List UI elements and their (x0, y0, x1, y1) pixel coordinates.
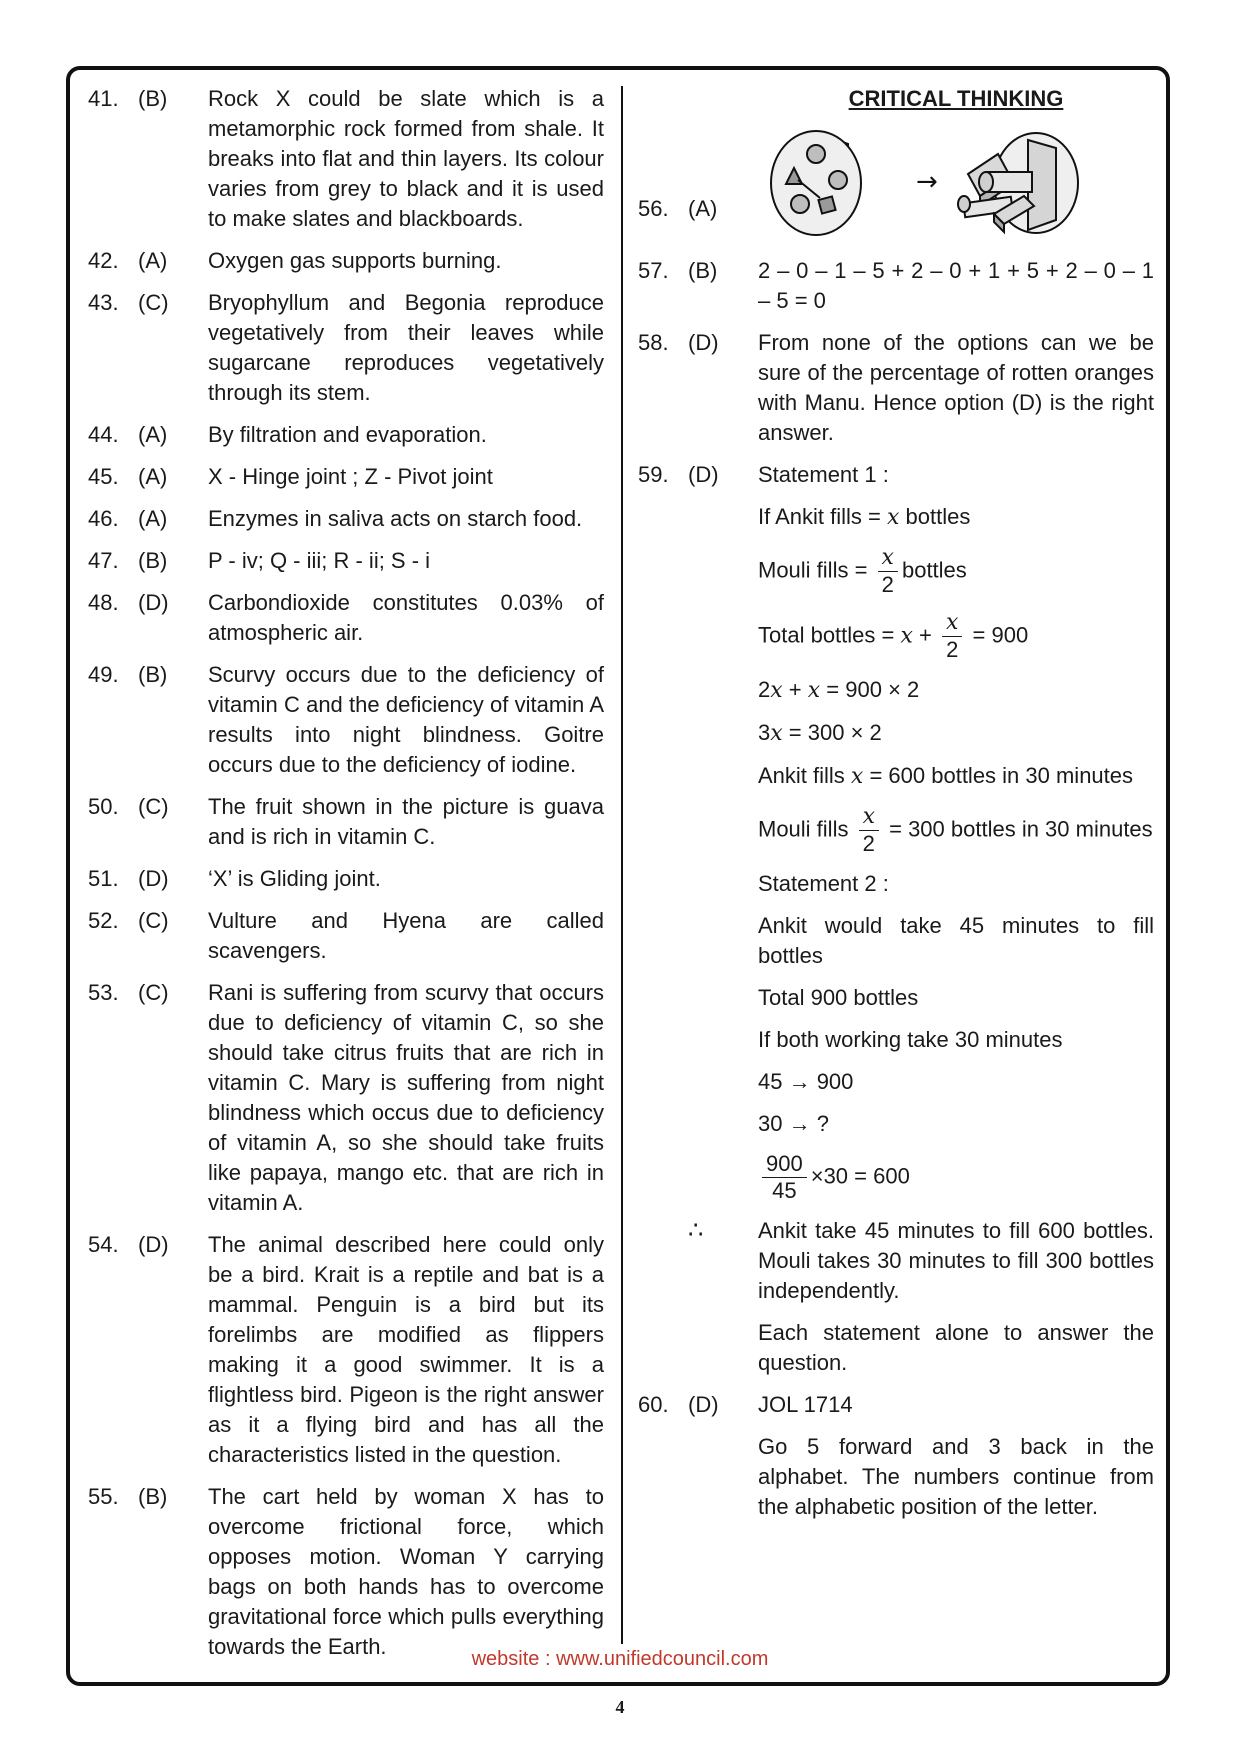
answer-44 (88, 420, 604, 450)
website-footer: website : www.unifiedcouncil.com (471, 1648, 769, 1670)
calc-line: If Ankit fills = x bottles (758, 504, 971, 530)
calc-line: $\frac{900}{45}$ ×30 = 600 (758, 1151, 1154, 1204)
q-number: 52. (88, 908, 119, 933)
answer-51 (88, 864, 604, 894)
calc-line: Ankit fills x = 600 bottles in 30 minutes (758, 763, 1134, 789)
q-explanation: The cart held by woman X has to overcome frictional force, which opposes motion. Woman Y carrying bags on both hands has to overcome gravitational force which pulls everything towards the Earth. (208, 1484, 604, 1659)
q-number: 60. (638, 1392, 669, 1417)
q-option: (B) (138, 86, 168, 111)
q-number: 48. (88, 590, 119, 615)
answer-45 (88, 462, 604, 492)
answer-54 (88, 1230, 604, 1470)
answer-41 (88, 84, 604, 234)
q-explanation (758, 1390, 1154, 1522)
calc-line: Ankit would take 45 minutes to fill bottles (758, 913, 1154, 968)
q-number: 44. (88, 422, 119, 447)
answer-55 (88, 1482, 604, 1662)
q-explanation: 2 – 0 – 1 – 5 + 2 – 0 + 1 + 5 + 2 – 0 – 1 – 5 = 0 (758, 258, 1154, 313)
q-number: 47. (88, 548, 119, 573)
q-number: 55. (88, 1484, 119, 1509)
solid-cylinder-illustration (771, 131, 861, 235)
q-number: 58. (638, 330, 669, 355)
q-explanation: Rani is suffering from scurvy that occurs due to deficiency of vitamin C, so she should take citrus fruits that are rich in vitamin C. Mary is suffering from night blindness which occus due to deficiency of vitamin A, so she should take fruits like papaya, mango etc. that are rich in vitamin A. (208, 980, 604, 1215)
q-explanation: P - iv; Q - iii; R - ii; S - i (208, 548, 431, 573)
q-option: (B) (138, 662, 168, 687)
code-answer: JOL 1714 (758, 1392, 853, 1417)
calc-line: 3x = 300 × 2 (758, 720, 882, 746)
calc-line: 45 → 900 (758, 1069, 854, 1094)
column-divider (621, 86, 623, 1644)
answer-47 (88, 546, 604, 576)
answer-48 (88, 588, 604, 648)
q-option: (A) (688, 196, 718, 221)
q-explanation: Scurvy occurs due to the deficiency of vitamin C and the deficiency of vitamin A results into night blindness. Goitre occurs due to the deficiency of iodine. (208, 662, 604, 777)
q-number: 42. (88, 248, 119, 273)
q-option: (D) (688, 1392, 719, 1417)
explanation-text: Go 5 forward and 3 back in the alphabet. The numbers continue from the alphabetic position of the letter. (758, 1434, 1154, 1519)
answer-42 (88, 246, 604, 276)
q-option: (C) (138, 908, 169, 933)
q-explanation: Enzymes in saliva acts on starch food. (208, 506, 583, 531)
answer-43 (88, 288, 604, 408)
q-option: (D) (688, 462, 719, 487)
calc-line: If both working take 30 minutes (758, 1027, 1063, 1052)
right-column (638, 84, 1154, 1534)
calc-line: 30 → ? (758, 1111, 829, 1136)
q-option: (D) (688, 330, 719, 355)
q-option: (C) (138, 794, 169, 819)
q-number: 41. (88, 86, 119, 111)
q-option: (A) (138, 248, 168, 273)
q-explanation: Carbondioxide constitutes 0.03% of atmospheric air. (208, 590, 604, 645)
q-option: (B) (138, 1484, 168, 1509)
calc-line: Total 900 bottles (758, 985, 919, 1010)
q-option: (D) (138, 866, 169, 891)
q-option: (D) (138, 590, 169, 615)
extruded-solid-illustration (958, 133, 1078, 233)
section-heading: CRITICAL THINKING (848, 86, 1064, 111)
q-number: 46. (88, 506, 119, 531)
answer-50 (88, 792, 604, 852)
answer-57 (638, 256, 1154, 316)
q-number: 54. (88, 1232, 119, 1257)
q-explanation: Bryophyllum and Begonia reproduce vegetatively from their leaves while sugarcane reproduces vegetatively through its stem. (208, 290, 604, 405)
calc-line: Mouli fills $\frac{x}{2}$ = 300 bottles in 30 minutes (758, 804, 1153, 856)
therefore-icon: ∴ (688, 1217, 704, 1244)
q-number: 57. (638, 258, 669, 283)
left-column (88, 84, 604, 1674)
answer-49 (88, 660, 604, 780)
q-number: 49. (88, 662, 119, 687)
q-explanation: Oxygen gas supports burning. (208, 248, 502, 273)
q-explanation: The animal described here could only be a bird. Krait is a reptile and bat is a mammal. Penguin is a bird but its forelimbs are modified as flippers making it a good swimmer. It is a flightless bird. Pigeon is the right answer as it a flying bird and has all the characteristics listed in the question. (208, 1232, 604, 1467)
q-explanation: The fruit shown in the picture is guava and is rich in vitamin C. (208, 794, 604, 849)
cylinder-figure (758, 124, 1098, 242)
answer-46 (88, 504, 604, 534)
answer-53 (88, 978, 604, 1218)
statement-1-label: Statement 1 : (758, 462, 889, 487)
q-option: (B) (688, 258, 718, 283)
q-explanation: Rock X could be slate which is a metamorphic rock formed from shale. It breaks into flat and thin layers. Its colour varies from grey to black and it is used to make slates and blackboards. (208, 86, 604, 231)
calc-line: Mouli fills = $\frac{x}{2}$ bottles (758, 545, 967, 597)
q-explanation (688, 460, 1154, 1378)
q-number: 56. (638, 196, 669, 221)
q-explanation: ‘X’ is Gliding joint. (208, 866, 381, 891)
q-option: (C) (138, 290, 169, 315)
q-number: 45. (88, 464, 119, 489)
q-option: (A) (138, 464, 168, 489)
calc-line: 2x + x = 900 × 2 (758, 677, 920, 703)
calc-line: Total bottles = x + $\frac{x}{2}$ = 900 (758, 610, 1029, 662)
q-number: 51. (88, 866, 119, 891)
answer-56 (638, 124, 1154, 242)
answer-52 (88, 906, 604, 966)
answer-59 (638, 460, 1154, 1378)
q-explanation: From none of the options can we be sure of the percentage of rotten oranges with Manu. Hence option (D) is the right answer. (758, 330, 1154, 445)
conclusion: ∴ Ankit take 45 minutes to fill 600 bottles. Mouli takes 30 minutes to fill 300 bottles independently. (688, 1217, 1154, 1303)
q-explanation: By filtration and evaporation. (208, 422, 487, 447)
conclusion: Each statement alone to answer the question. (758, 1320, 1154, 1375)
page-number: 4 (615, 1697, 625, 1717)
q-number: 59. (638, 462, 669, 487)
answer-60 (638, 1390, 1154, 1522)
answer-58 (638, 328, 1154, 448)
q-number: 53. (88, 980, 119, 1005)
q-option: (C) (138, 980, 169, 1005)
q-explanation: Vulture and Hyena are called scavengers. (208, 908, 604, 963)
q-number: 50. (88, 794, 119, 819)
q-explanation: X - Hinge joint ; Z - Pivot joint (208, 464, 493, 489)
q-option: (A) (138, 506, 168, 531)
statement-2-label: Statement 2 : (758, 871, 889, 896)
arrow-icon: → (916, 167, 938, 197)
q-option: (D) (138, 1232, 169, 1257)
q-option: (B) (138, 548, 168, 573)
q-option: (A) (138, 422, 168, 447)
q-number: 43. (88, 290, 119, 315)
